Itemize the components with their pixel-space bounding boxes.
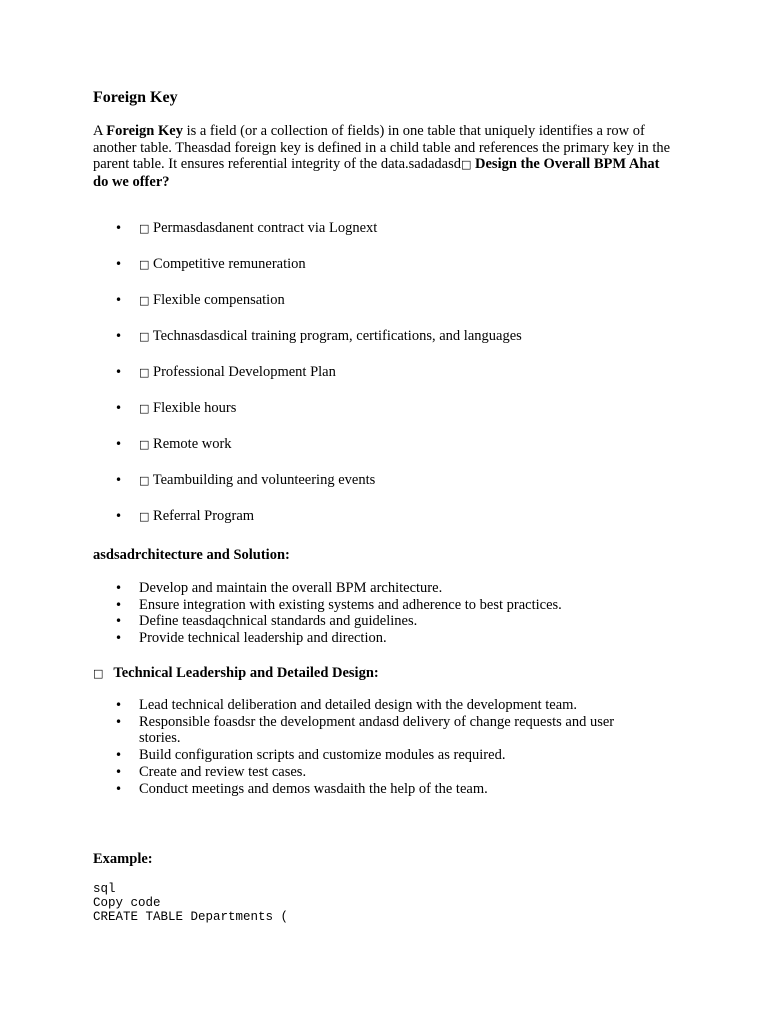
- architecture-heading: asdsadrchitecture and Solution:: [93, 547, 290, 563]
- list-item: [93, 747, 683, 764]
- intro-lead: A: [93, 123, 107, 139]
- bullet-icon: •: [115, 509, 123, 523]
- missing-glyph-icon: □: [139, 330, 150, 343]
- list-item: [93, 630, 683, 647]
- bullet-icon: •: [115, 473, 123, 487]
- list-item-text: Referral Program: [149, 508, 255, 524]
- offer-list: [93, 218, 683, 542]
- list-item: [93, 434, 683, 470]
- bullet-icon: •: [115, 714, 123, 729]
- intro-term: Foreign Key: [106, 123, 183, 139]
- list-item-text: Competitive remuneration: [149, 256, 306, 272]
- document-title: Foreign Key: [93, 89, 178, 106]
- code-line: CREATE TABLE Departments (: [93, 910, 289, 924]
- list-item-text: Responsible foasdsr the development andasd delivery of change requests and user stories.: [139, 713, 615, 747]
- list-item: [93, 697, 683, 714]
- bullet-icon: •: [115, 257, 123, 271]
- list-item: [93, 714, 683, 747]
- missing-glyph-icon: □: [139, 438, 150, 451]
- bullet-icon: •: [115, 698, 123, 712]
- list-item: [93, 506, 683, 542]
- intro-bold-tail: Design the Overall BPM Ahat do we offer?: [93, 156, 660, 190]
- list-item-text: Conduct meetings and demos wasdaith the help of the team.: [139, 780, 488, 797]
- list-item-text: Permasdasdanent contract via Lognext: [149, 220, 378, 236]
- list-item: [93, 613, 683, 630]
- missing-glyph-icon: □: [139, 366, 150, 379]
- list-item: [93, 597, 683, 614]
- list-item-text: Ensure integration with existing systems and adherence to best practices.: [139, 596, 562, 613]
- bullet-icon: •: [115, 581, 123, 595]
- list-item: [93, 218, 683, 254]
- list-item-text: Flexible hours: [149, 400, 237, 416]
- missing-glyph-icon: □: [139, 510, 150, 523]
- list-item-text: Lead technical deliberation and detailed design with the development team.: [139, 697, 578, 713]
- list-item: [93, 470, 683, 506]
- list-item-text: Define teasdaqchnical standards and guidelines.: [139, 613, 418, 630]
- list-item: [93, 398, 683, 434]
- bullet-icon: •: [115, 614, 123, 629]
- missing-glyph-icon: □: [139, 474, 150, 487]
- bullet-icon: •: [115, 764, 123, 779]
- bullet-icon: •: [115, 329, 123, 343]
- list-item-text: Teambuilding and volunteering events: [149, 472, 376, 488]
- example-heading: Example:: [93, 851, 153, 867]
- leadership-heading-text: Technical Leadership and Detailed Design:: [113, 665, 379, 681]
- code-block: [93, 882, 288, 924]
- leadership-list: [93, 697, 683, 797]
- list-item-text: Remote work: [149, 436, 232, 452]
- code-line: sql: [93, 882, 116, 896]
- list-item: [93, 764, 683, 781]
- bullet-icon: •: [115, 597, 123, 612]
- leadership-heading: [93, 663, 379, 684]
- list-item: [93, 290, 683, 326]
- missing-glyph-icon: □: [139, 222, 150, 235]
- list-item: [93, 254, 683, 290]
- bullet-icon: •: [115, 221, 123, 235]
- bullet-icon: •: [115, 748, 123, 763]
- missing-glyph-icon: □: [139, 258, 150, 271]
- list-item: [93, 580, 683, 597]
- bullet-icon: •: [115, 401, 123, 415]
- missing-glyph-icon: □: [460, 158, 472, 171]
- list-item-text: Technasdasdical training program, certifications, and languages: [149, 328, 522, 344]
- list-item-text: Build configuration scripts and customize modules as required.: [139, 747, 506, 764]
- bullet-icon: •: [115, 631, 123, 646]
- bullet-icon: •: [115, 437, 123, 451]
- bullet-icon: •: [115, 781, 123, 796]
- bullet-icon: •: [115, 293, 123, 307]
- list-item-text: Create and review test cases.: [139, 763, 307, 780]
- list-item-text: Flexible compensation: [149, 292, 285, 308]
- intro-paragraph: [93, 123, 673, 190]
- missing-glyph-icon: □: [139, 402, 150, 415]
- intro-body: is a field (or a collection of fields) in one table that uniquely identifies a row of another table. Theasdad foreign key is defined in a child table and references the primary key in the parent table. It ensures referential integrity of the data.sadadasd: [93, 123, 671, 172]
- code-line: Copy code: [93, 896, 161, 910]
- missing-glyph-icon: □: [139, 294, 150, 307]
- list-item-text: Professional Development Plan: [149, 364, 336, 380]
- missing-glyph-icon: □: [93, 667, 104, 680]
- list-item: [93, 362, 683, 398]
- list-item-text: Provide technical leadership and direction.: [139, 630, 387, 647]
- list-item: [93, 326, 683, 362]
- list-item: [93, 781, 683, 798]
- architecture-list: [93, 580, 683, 647]
- list-item-text: Develop and maintain the overall BPM architecture.: [139, 580, 443, 596]
- bullet-icon: •: [115, 365, 123, 379]
